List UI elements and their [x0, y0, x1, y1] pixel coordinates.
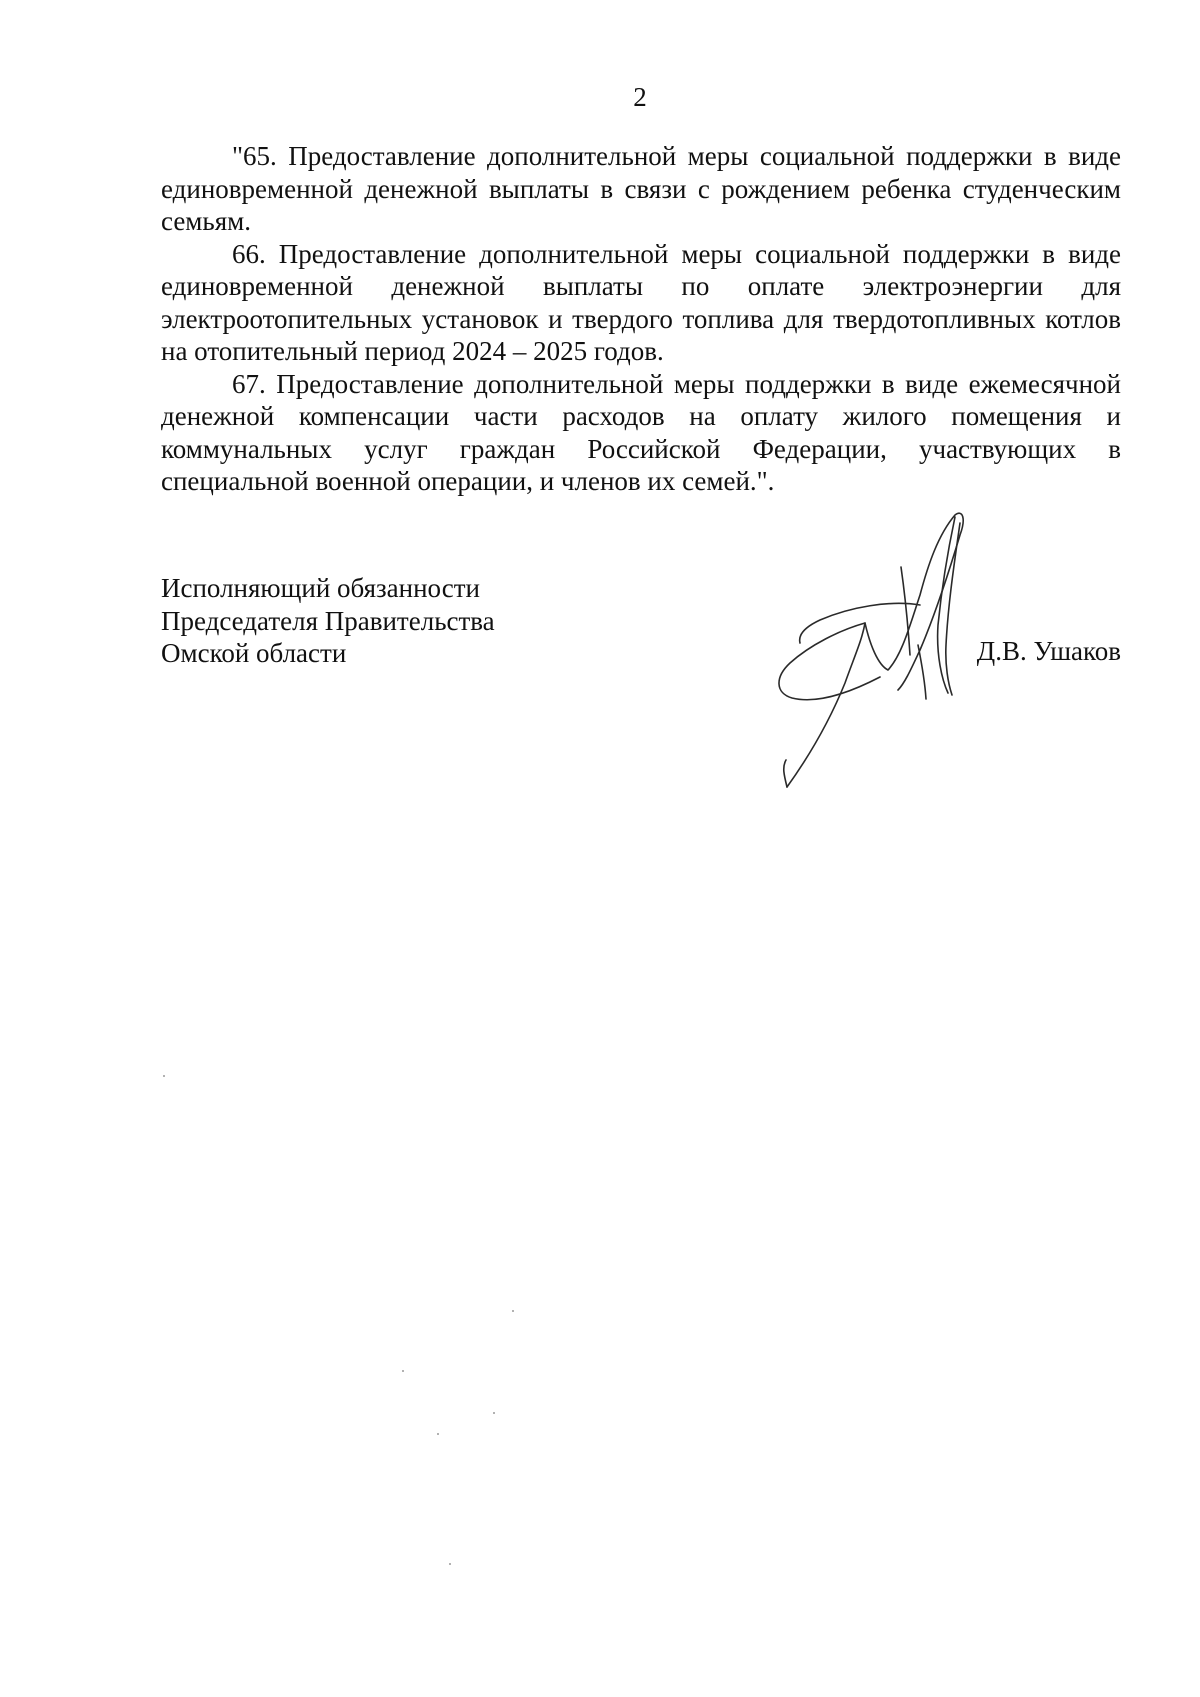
signatory-position-line: Исполняющий обязанности [161, 573, 480, 603]
item-67-paragraph: 67. Предоставление дополнительной меры поддержки в виде ежемесячной денежной компенсации части расходов на оплату жилого помещения и коммунальных услуг граждан Российской Федерации, участвующих в специальной военной операции, и членов их семей.". [161, 368, 1121, 496]
item-66-paragraph: 66. Предоставление дополнительной меры социальной поддержки в виде единовременной денежной выплаты по оплате электроэнергии для электроотопительных установок и твердого топлива для твердотопливных котлов на отопительный период 2024 – 2025 годов. [161, 238, 1121, 366]
item-65-paragraph: "65. Предоставление дополнительной меры социальной поддержки в виде единовременной денежной выплаты в связи с рождением ребенка студенческим семьям. [161, 141, 1121, 236]
scan-speck [437, 1433, 439, 1435]
scan-speck [449, 1563, 451, 1565]
signer-name: Д.В. Ушаков [976, 636, 1121, 666]
scan-speck [402, 1370, 404, 1372]
scan-speck [163, 1075, 165, 1077]
document-body [161, 140, 1121, 498]
page-number: 2 [633, 82, 647, 112]
scan-speck [512, 1310, 514, 1312]
signatory-position-line: Омской области [161, 638, 347, 668]
signatory-position [161, 572, 495, 670]
scan-speck [493, 1412, 495, 1414]
handwritten-signature [770, 505, 1000, 795]
signatory-position-line: Председателя Правительства [161, 605, 495, 636]
